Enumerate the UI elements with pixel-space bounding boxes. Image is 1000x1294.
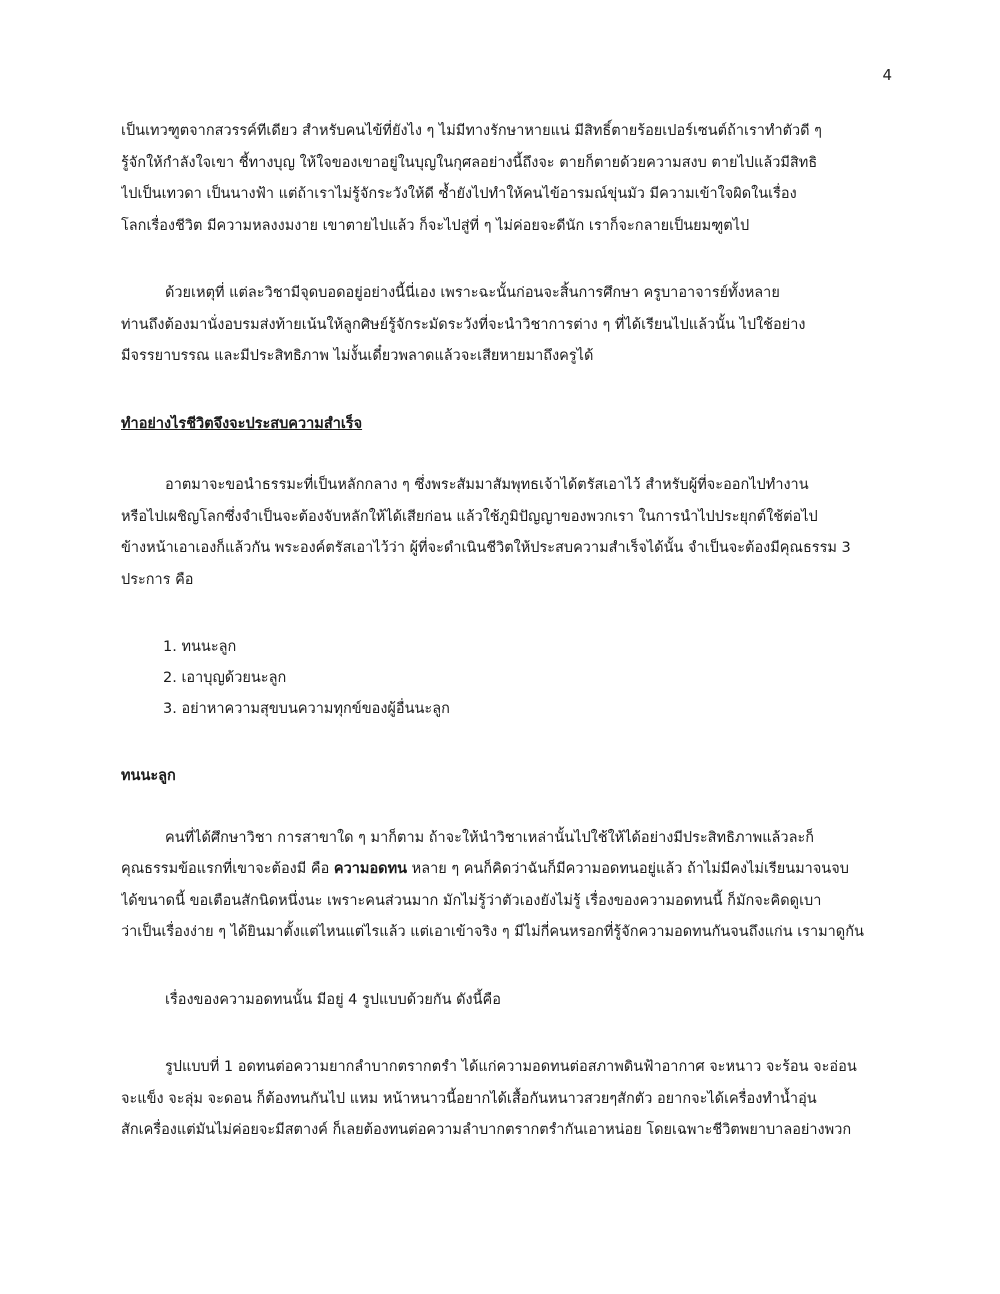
text-line: ประการ คือ (121, 571, 194, 588)
text-line: ว่าเป็นเรื่องง่าย ๆ ได้ยินมาตั้งแต่ไหนแต่ไรแล้ว แต่เอาเข้าจริง ๆ มีไม่กี่คนหรอกที่รู้จักความอดทนกันจนถึงแก่น เรามาดูกัน (121, 924, 864, 940)
text-line: โลกเรื่องชีวิต มีความหลงงมงาย เขาตายไปแล้ว ก็จะไปสู่ที่ ๆ ไม่ค่อยจะดีนัก เราก็จะกลายเป็นยมฑูตไป (121, 217, 750, 234)
section-heading-patience: ทนนะลูก (121, 768, 176, 784)
text-line: ด้วยเหตุที่ แต่ละวิชามีจุดบอดอยู่อย่างนี้นี่เอง เพราะฉะนั้นก่อนจะสิ้นการศึกษา ครูบาอาจารย์ทั้งหลาย (165, 285, 780, 301)
spacer (121, 596, 891, 632)
text-line: เป็นเทวฑูตจากสวรรค์ทีเดียว สำหรับคนไข้ที่ยังไง ๆ ไม่มีทางรักษาหายแน่ มีสิทธิ์ตายร้อยเปอร์เซนต์ถ้าเราทำตัวดี ๆ (121, 123, 822, 139)
text-line: ท่านถึงต้องมานั่งอบรมส่งท้ายเน้นให้ลูกศิษย์รู้จักระมัดระวังที่จะนำวิชาการต่าง ๆ ที่ได้เรียนไปแล้วนั้น ไปใช้อย่าง (121, 316, 806, 333)
text-line: สักเครื่องแต่มันไม่ค่อยจะมีสตางค์ ก็เลยต้องทนต่อความลำบากตรากตรำกันเอาหน่อย โดยเฉพาะชีวิตพยาบาลอย่างพวก (121, 1122, 852, 1138)
list-item: 1. ทนนะลูก (163, 639, 237, 655)
heading-text: ทำอย่างไรชีวิตจึงจะประสบความสำเร็จ (121, 415, 363, 432)
text-line: หรือไปเผชิญโลกซึ่งจำเป็นจะต้องจับหลักให้ได้เสียก่อน แล้วใช้ภูมิปัญญาของพวกเรา ในการนำไปประยุกต์ใช้ต่อไป (121, 508, 818, 525)
text-line: ข้างหน้าเอาเองก็แล้วกัน พระองค์ตรัสเอาไว้ว่า ผู้ที่จะดำเนินชีวิตให้ประสบความสำเร็จได้นั้น จำเป็นจะต้องมีคุณธรรม 3 (121, 540, 851, 556)
text-line: รูปแบบที่ 1 อดทนต่อความยากลำบากตรากตรำ ได้แก่ความอดทนต่อสภาพดินฟ้าอากาศ จะหนาว จะร้อน จะอ่อน (165, 1059, 857, 1075)
text-line: ไปเป็นเทวดา เป็นนางฟ้า แต่ถ้าเราไม่รู้จักระวังให้ดี ซ้ำยังไปทำให้คนไข้อารมณ์ขุ่นมัว มีความเข้าใจผิดในเรื่อง (121, 186, 797, 202)
text-line: จะแข็ง จะลุ่ม จะดอน ก็ต้องทนกันไป แหม หน้าหนาวนี้อยากได้เสื้อกันหนาวสวยๆสักตัว อยากจะได้เครื่องทำน้ำอุ่น (121, 1090, 817, 1107)
spacer (121, 1016, 891, 1052)
paragraph-6 (121, 1052, 891, 1147)
paragraph-2 (121, 278, 891, 373)
text-line (121, 854, 891, 886)
paragraph-3 (121, 470, 891, 596)
list-item: 3. อย่าหาความสุขบนความทุกข์ของผู้อื่นนะลูก (163, 701, 450, 717)
text-line: รู้จักให้กำลังใจเขา ชี้ทางบุญ ให้ใจของเขาอยู่ในบุญในกุศลอย่างนี้ถึงจะ ตายก็ตายด้วยความสงบ ตายไปแล้วมีสิทธิ (121, 154, 818, 171)
text-line: มีจรรยาบรรณ และมีประสิทธิภาพ ไม่งั้นเดี๋ยวพลาดแล้วจะเสียหายมาถึงครูได้ (121, 348, 594, 364)
text-run: หลาย ๆ คนก็คิดว่าฉันก็มีความอดทนอยู่แล้ว ถ้าไม่มีคงไม่เรียนมาจนจบ (407, 861, 849, 877)
spacer (121, 793, 891, 823)
spacer (121, 725, 891, 761)
spacer (121, 242, 891, 278)
text-line: ได้ขนาดนี้ ขอเตือนสักนิดหนึ่งนะ เพราะคนส่วนมาก มักไม่รู้ว่าตัวเองยังไม่รู้ เรื่องของความอดทนนี้ ก็มักจะคิดดูเบา (121, 892, 822, 909)
text-line: เรื่องของความอดทนนั้น มีอยู่ 4 รูปแบบด้วยกัน ดังนี้คือ (165, 991, 501, 1008)
text-line: อาตมาจะขอนำธรรมะที่เป็นหลักกลาง ๆ ซึ่งพระสัมมาสัมพุทธเจ้าได้ตรัสเอาไว้ สำหรับผู้ที่จะออกไปทำงาน (165, 477, 809, 493)
page-content (121, 116, 891, 1147)
virtues-list (121, 632, 891, 725)
paragraph-1 (121, 116, 891, 242)
paragraph-4 (121, 823, 891, 949)
spacer (121, 440, 891, 470)
list-item: 2. เอาบุญด้วยนะลูก (163, 670, 287, 686)
section-heading-success (121, 409, 891, 441)
text-line: คนที่ได้ศึกษาวิชา การสาขาใด ๆ มาก็ตาม ถ้าจะให้นำวิชาเหล่านั้นไปใช้ให้ได้อย่างมีประสิทธิภาพแล้วละก็ (165, 829, 815, 846)
page-number: 4 (882, 66, 892, 84)
emphasis-text: ความอดทน (333, 861, 408, 877)
paragraph-5 (121, 985, 891, 1017)
text-run: คุณธรรมข้อแรกที่เขาจะต้องมี คือ (121, 861, 334, 877)
spacer (121, 949, 891, 985)
spacer (121, 373, 891, 409)
